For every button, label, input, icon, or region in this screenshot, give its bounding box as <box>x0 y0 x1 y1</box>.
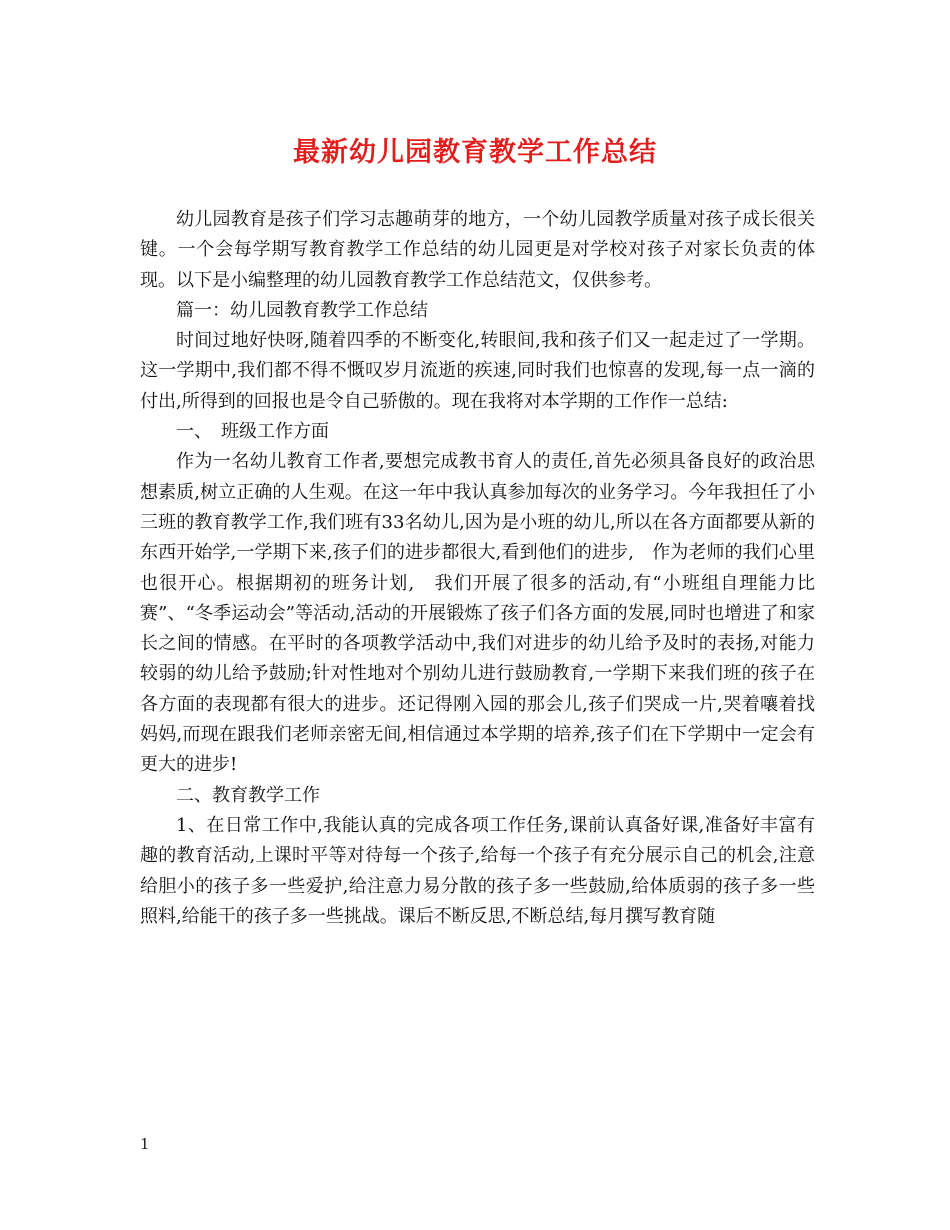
page-number: 1 <box>140 1135 150 1153</box>
section-heading-class-work: 一、 班级工作方面 <box>176 421 329 443</box>
opening-paragraph: 时间过地好快呀,随着四季的不断变化,转眼间,我和孩子们又一起走过了一学期。这一学期中,我们都不得不慨叹岁月流逝的疾速,同时我们也惊喜的发现,每一点一滴的付出,所得到的回报也是令自己骄傲的。现在我将对本学期的工作作一总结: <box>140 330 815 412</box>
section-heading-teaching-work: 二、教育教学工作 <box>176 784 320 806</box>
class-work-paragraph: 作为一名幼儿教育工作者,要想完成教书育人的责任,首先必须具备良好的政治思想素质,树立正确的人生观。在这一年中我认真参加每次的业务学习。今年我担任了小三班的教育教学工作,我们班有33名幼儿,因为是小班的幼儿,所以在各方面都要从新的东西开始学,一学期下来,孩子们的进步都很大,看到他们的进步, 作为老师的我们心里也很开心。根据期初的班务计划, 我们开展了很多的活动,有“小班组自理能力比赛”、“冬季运动会”等活动,活动的开展锻炼了孩子们各方面的发展,同时也增进了和家长之间的情感。在平时的各项教学活动中,我们对进步的幼儿给予及时的表扬,对能力较弱的幼儿给予鼓励;针对性地对个别幼儿进行鼓励教育,一学期下来我们班的孩子在各方面的表现都有很大的进步。还记得刚入园的那会儿,孩子们哭成一片,哭着嚷着找妈妈,而现在跟我们老师亲密无间,相信通过本学期的培养,孩子们在下学期中一定会有更大的进步! <box>140 451 815 776</box>
intro-paragraph: 幼儿园教育是孩子们学习志趣萌芽的地方，一个幼儿园教学质量对孩子成长很关键。一个会每学期写教育教学工作总结的幼儿园更是对学校对孩子对家长负责的体现。以下是小编整理的幼儿园教育教学工作总结范文，仅供参考。 <box>140 209 815 291</box>
teaching-work-paragraph: 1、在日常工作中,我能认真的完成各项工作任务,课前认真备好课,准备好丰富有趣的教育活动,上课时平等对待每一个孩子,给每一个孩子有充分展示自己的机会,注意给胆小的孩子多一些爱护,给注意力易分散的孩子多一些鼓励,给体质弱的孩子多一些照料,给能干的孩子多一些挑战。课后不断反思,不断总结,每月撰写教育随 <box>140 814 815 927</box>
document-title: 最新幼儿园教育教学工作总结 <box>293 137 657 168</box>
document-body <box>140 205 815 932</box>
section-heading-part-one: 篇一：幼儿园教育教学工作总结 <box>176 299 428 321</box>
